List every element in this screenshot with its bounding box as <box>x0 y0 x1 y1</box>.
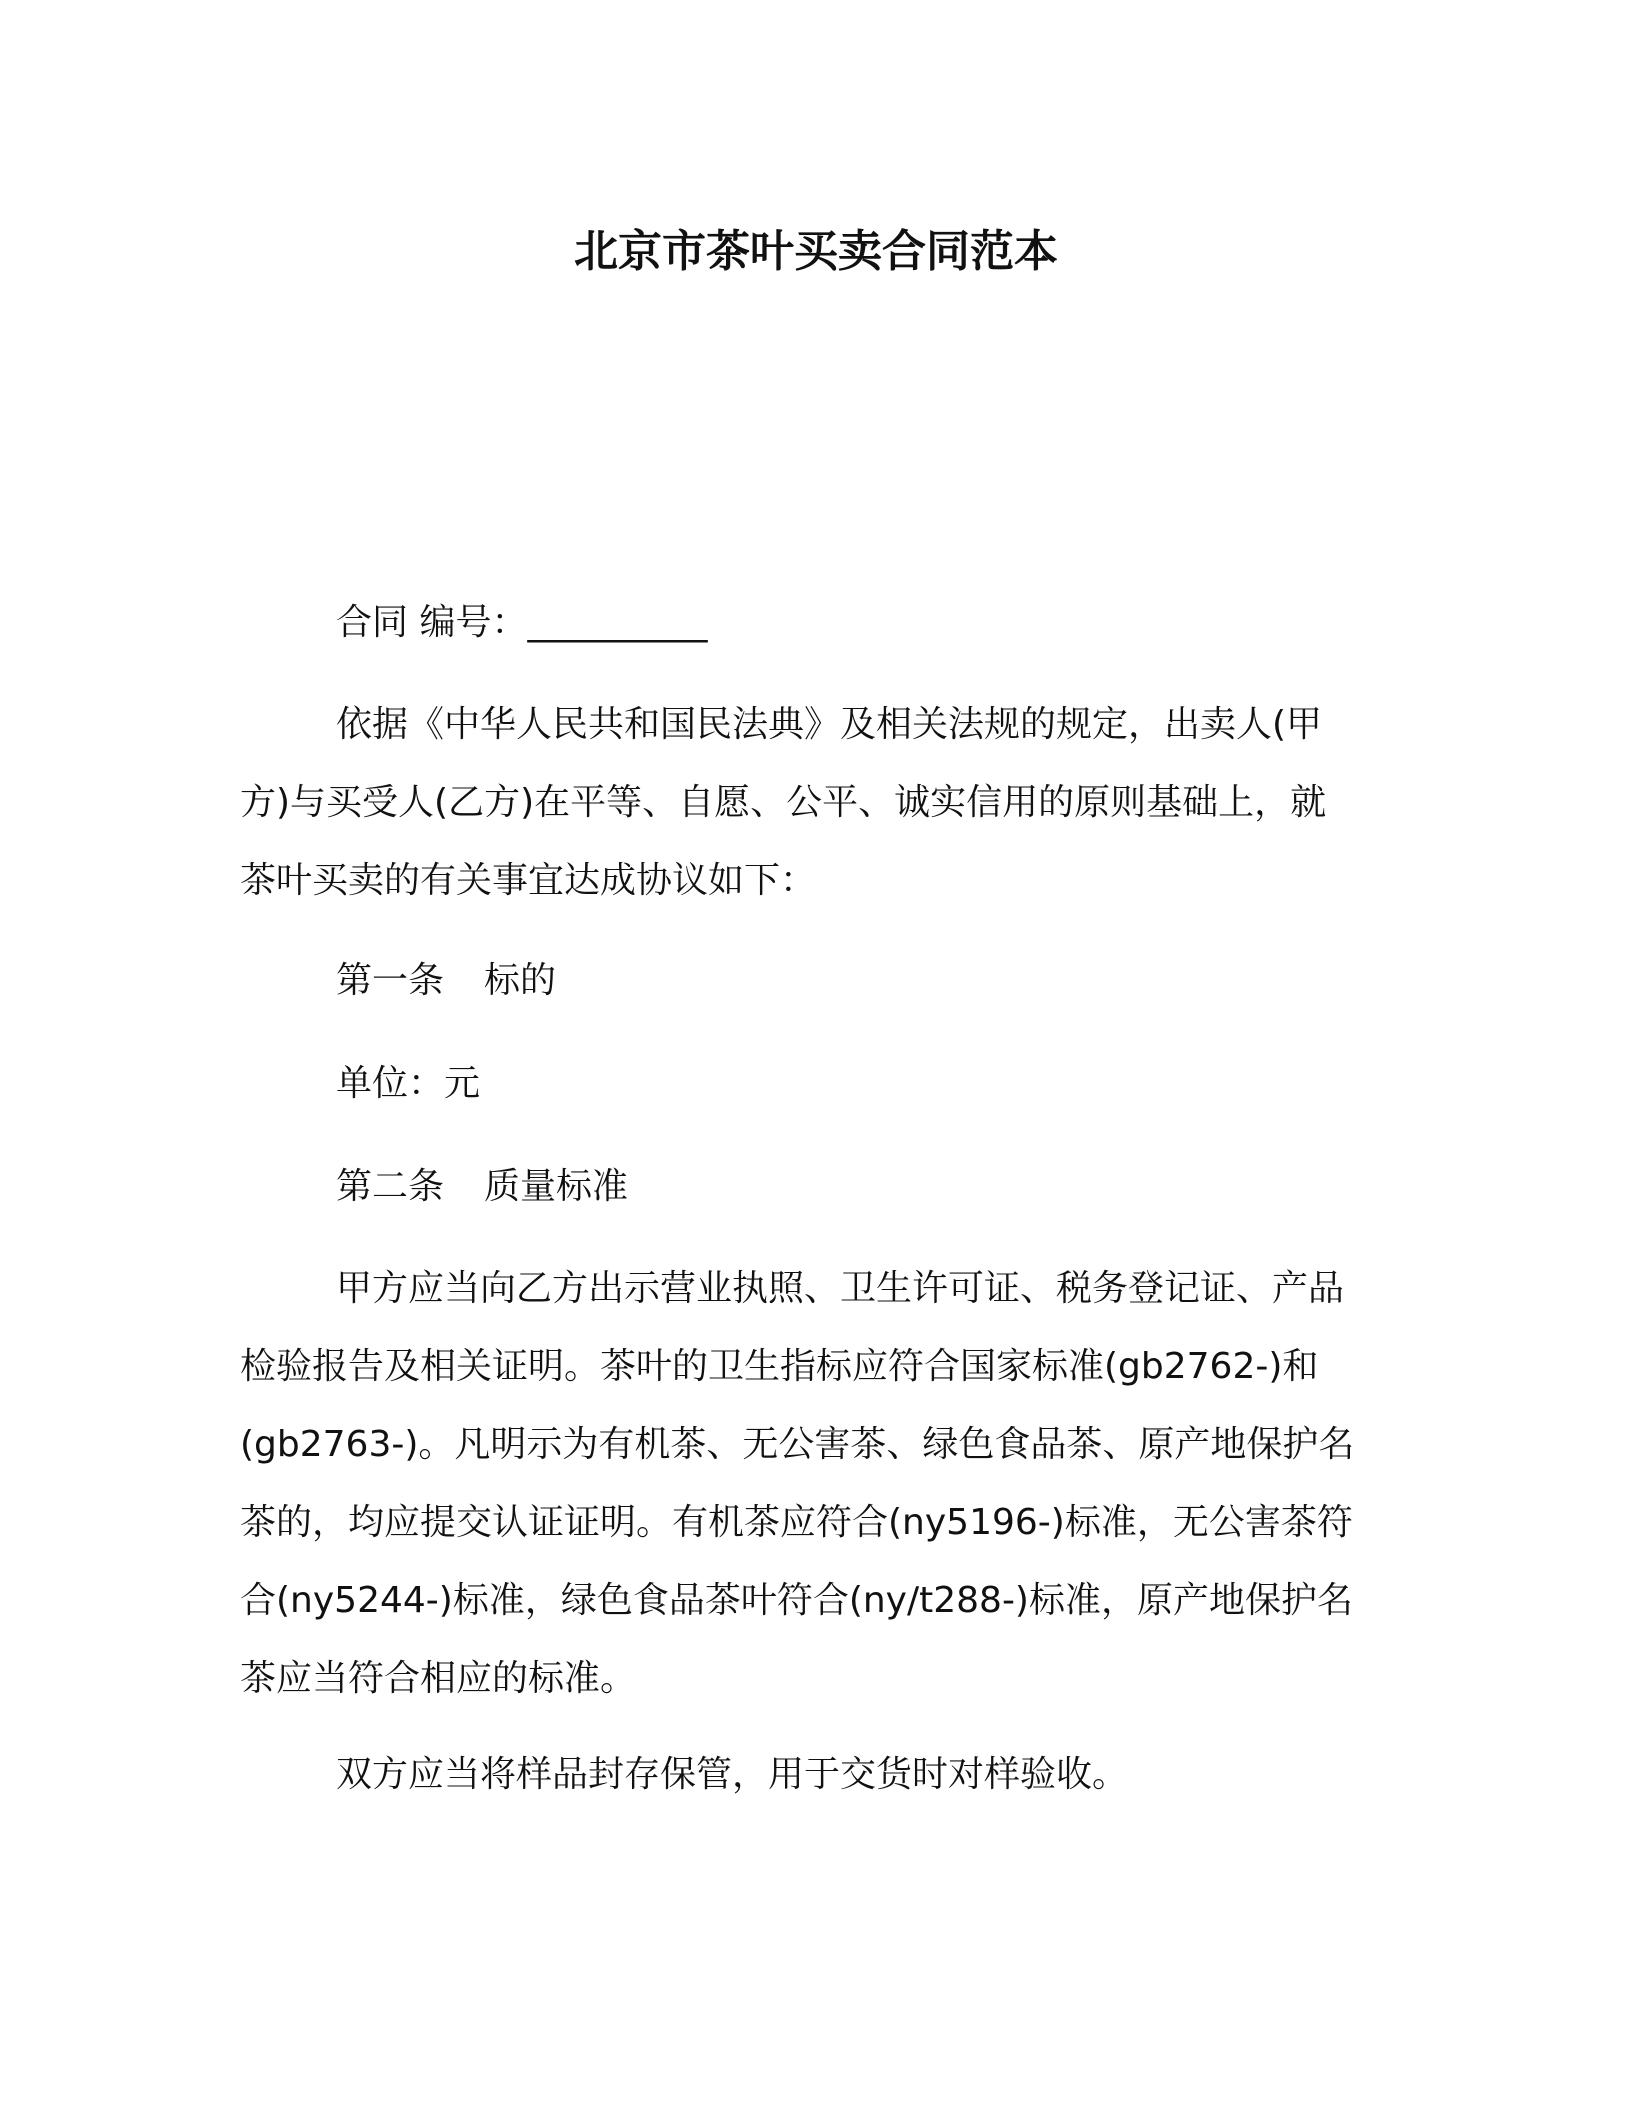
article-2-number: 第二条 <box>336 1166 445 1207</box>
intro-paragraph <box>240 686 1392 920</box>
intro-line-3: 茶叶买卖的有关事宜达成协议如下： <box>240 860 817 901</box>
quality-line-3: (gb2763-)。凡明示为有机茶、无公害茶、绿色食品茶、原产地保护名 <box>240 1424 1355 1465</box>
contract-number-blank: __________ <box>527 602 708 643</box>
article-2-name: 质量标准 <box>484 1166 629 1207</box>
sample-line: 双方应当将样品封存保管，用于交货时对样验收。 <box>336 1754 1129 1795</box>
quality-line-6: 茶应当符合相应的标准。 <box>240 1658 637 1699</box>
contract-number-label: 合同 编号： <box>336 602 528 643</box>
unit-line: 单位：元 <box>336 1063 481 1104</box>
quality-line-1: 甲方应当向乙方出示营业执照、卫生许可证、税务登记证、产品 <box>336 1268 1345 1309</box>
quality-line-5: 合(ny5244-)标准，绿色食品茶叶符合(ny/t288-)标准，原产地保护名 <box>240 1580 1353 1621</box>
quality-paragraph <box>240 1250 1392 1718</box>
contract-number-line <box>336 584 707 662</box>
article-1-heading <box>336 942 556 1020</box>
quality-line-2: 检验报告及相关证明。茶叶的卫生指标应符合国家标准(gb2762-)和 <box>240 1346 1319 1387</box>
quality-line-4: 茶的，均应提交认证证明。有机茶应符合(ny5196-)标准，无公害茶符 <box>240 1502 1353 1543</box>
intro-line-2: 方)与买受人(乙方)在平等、自愿、公平、诚实信用的原则基础上，就 <box>240 782 1327 823</box>
article-2-heading <box>336 1148 628 1226</box>
document-title: 北京市茶叶买卖合同范本 <box>574 226 1058 277</box>
intro-line-1: 依据《中华人民共和国民法典》及相关法规的规定，出卖人(甲 <box>336 704 1323 745</box>
article-1-number: 第一条 <box>336 960 445 1001</box>
article-1-name: 标的 <box>484 960 557 1001</box>
